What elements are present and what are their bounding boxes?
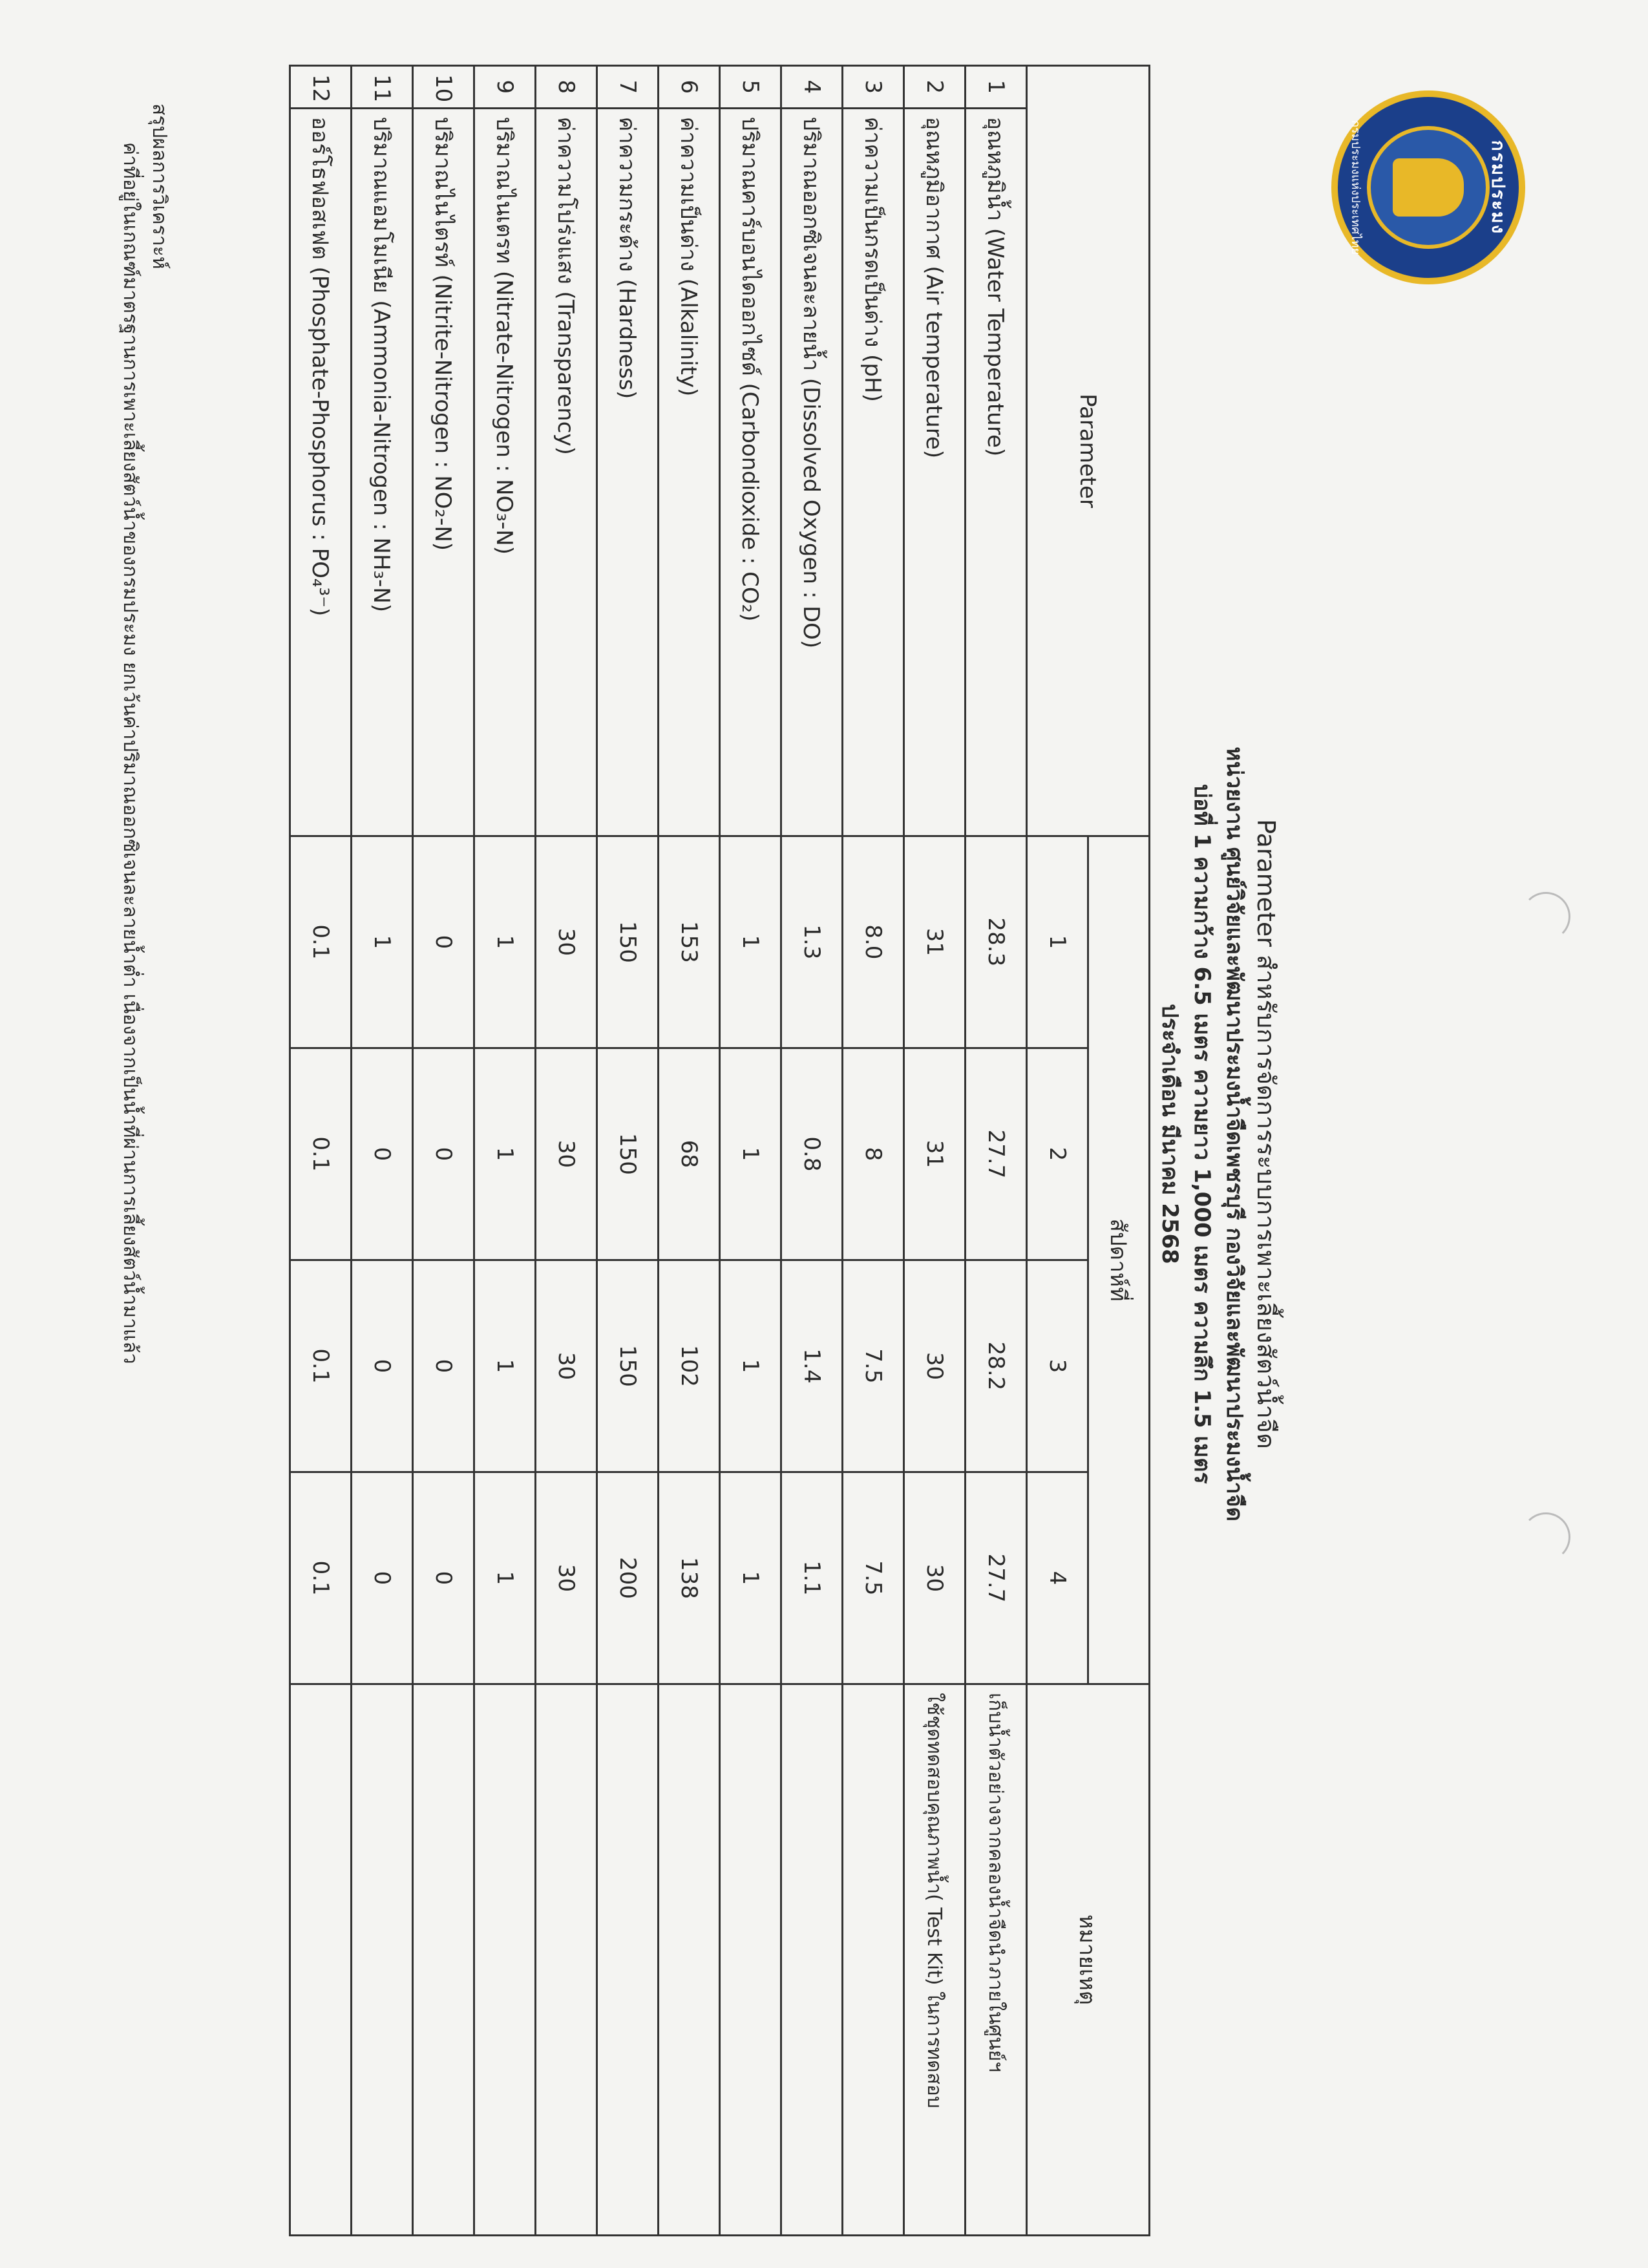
week-value: 0.8 — [781, 1048, 843, 1260]
week-value: 153 — [659, 836, 720, 1048]
table-row — [659, 66, 720, 2236]
department-logo — [1331, 90, 1525, 284]
row-note — [413, 1684, 474, 2236]
parameter-name: อุณหภูมิอากาศ (Air temperature) — [904, 108, 966, 836]
week-value: 0.1 — [290, 836, 352, 1048]
row-note — [290, 1684, 352, 2236]
table-row — [720, 66, 781, 2236]
punch-hole-mark — [1521, 892, 1570, 941]
week-value: 1 — [474, 1048, 536, 1260]
row-note — [659, 1684, 720, 2236]
table-row — [474, 66, 536, 2236]
table-row — [781, 66, 843, 2236]
week-value: 30 — [904, 1260, 966, 1472]
week-value: 1 — [720, 1260, 781, 1472]
summary-text: ค่าที่อยู่ในเกณฑ์มาตรฐานการเพาะเลี้ยงสัตว์น้ำของกรมประมง ยกเว้นค่าปริมาณออกซิเจนละลายน้ำต่ำ เนื่องจากเป็นน้ำที่ผ่านการเลี้ยงสัตว์น้ำมาแล้ว — [119, 142, 142, 1364]
header-parameter: Parameter — [1027, 66, 1150, 836]
week-value: 0 — [413, 1472, 474, 1684]
week-value: 200 — [597, 1472, 659, 1684]
row-note — [474, 1684, 536, 2236]
parameter-name: ปริมาณแอมโมเนีย (Ammonia-Nitrogen : NH₃-N) — [352, 108, 413, 836]
week-value: 31 — [904, 1048, 966, 1260]
week-value: 1.4 — [781, 1260, 843, 1472]
week-value: 102 — [659, 1260, 720, 1472]
table-row — [904, 66, 966, 2236]
week-value: 0 — [413, 1260, 474, 1472]
week-value: 28.2 — [966, 1260, 1027, 1472]
week-value: 1.3 — [781, 836, 843, 1048]
week-3: 3 — [1027, 1260, 1088, 1472]
parameter-name: อุณหภูมิน้ำ (Water Temperature) — [966, 108, 1027, 836]
week-value: 1 — [720, 836, 781, 1048]
table-header-row — [1088, 66, 1150, 2236]
agency-unit: หน่วยงาน ศูนย์วิจัยและพัฒนาประมงน้ำจืดเพชรบุรี กองวิจัยและพัฒนาประมงน้ำจืด — [1221, 747, 1247, 1521]
row-note: เก็บน้ำตัวอย่างจากคลองน้ำจืดนำภายในศูนย์ฯ — [966, 1684, 1027, 2236]
parameter-name: ค่าความเป็นด่าง (Alkalinity) — [659, 108, 720, 836]
week-value: 30 — [904, 1472, 966, 1684]
row-note: ใช้ชุดทดสอบคุณภาพน้ำ( Test Kit) ในการทดสอบ — [904, 1684, 966, 2236]
week-value: 0.1 — [290, 1260, 352, 1472]
week-value: 0.1 — [290, 1472, 352, 1684]
week-value: 0 — [413, 1048, 474, 1260]
parameter-name: ปริมาณออกซิเจนละลายน้ำ (Dissolved Oxygen : DO) — [781, 108, 843, 836]
row-number: 4 — [781, 66, 843, 109]
row-note — [720, 1684, 781, 2236]
week-value: 30 — [536, 1260, 597, 1472]
parameter-name: ปริมาณคาร์บอนไดออกไซด์ (Carbondioxide : CO₂) — [720, 108, 781, 836]
week-value: 150 — [597, 836, 659, 1048]
table-row — [352, 66, 413, 2236]
logo-text-top: กรมประมง — [1488, 140, 1509, 235]
row-note — [843, 1684, 904, 2236]
week-value: 138 — [659, 1472, 720, 1684]
week-value: 1 — [474, 1472, 536, 1684]
row-number: 11 — [352, 66, 413, 109]
week-value: 27.7 — [966, 1472, 1027, 1684]
document-title: Parameter สำหรับการจัดการระบบการเพาะเลี้ยงสัตว์น้ำจืด — [1252, 819, 1280, 1449]
row-note — [352, 1684, 413, 2236]
table-row — [843, 66, 904, 2236]
table-row — [966, 66, 1027, 2236]
logo-text-bottom: กรมประมงแห่งประเทศไทย — [1349, 120, 1362, 255]
week-value: 8 — [843, 1048, 904, 1260]
parameter-name: ออร์โธฟอสเฟต (Phosphate-Phosphorus : PO₄³⁻) — [290, 108, 352, 836]
week-value: 0 — [352, 1472, 413, 1684]
week-value: 31 — [904, 836, 966, 1048]
header-week: สัปดาห์ที่ — [1088, 836, 1150, 1684]
row-number: 3 — [843, 66, 904, 109]
week-value: 150 — [597, 1048, 659, 1260]
row-number: 2 — [904, 66, 966, 109]
report-month: ประจำเดือน มีนาคม 2568 — [1157, 1004, 1183, 1264]
row-number: 8 — [536, 66, 597, 109]
row-note — [781, 1684, 843, 2236]
week-value: 0 — [413, 836, 474, 1048]
row-note — [536, 1684, 597, 2236]
row-number: 7 — [597, 66, 659, 109]
week-value: 1 — [474, 836, 536, 1048]
table-row — [536, 66, 597, 2236]
week-value: 1 — [720, 1048, 781, 1260]
week-value: 1.1 — [781, 1472, 843, 1684]
logo-emblem-ring — [1367, 126, 1490, 249]
week-value: 1 — [720, 1472, 781, 1684]
week-value: 7.5 — [843, 1260, 904, 1472]
table-row — [413, 66, 474, 2236]
week-1: 1 — [1027, 836, 1088, 1048]
week-value: 1 — [352, 836, 413, 1048]
week-value: 1 — [474, 1260, 536, 1472]
parameter-name: ปริมาณไนไตรท์ (Nitrite-Nitrogen : NO₂-N) — [413, 108, 474, 836]
row-number: 10 — [413, 66, 474, 109]
row-number: 6 — [659, 66, 720, 109]
parameter-name: ค่าความโปร่งแสง (Transparency) — [536, 108, 597, 836]
week-value: 0 — [352, 1048, 413, 1260]
row-number: 9 — [474, 66, 536, 109]
row-number: 12 — [290, 66, 352, 109]
week-2: 2 — [1027, 1048, 1088, 1260]
week-value: 0.1 — [290, 1048, 352, 1260]
table-row — [597, 66, 659, 2236]
parameter-name: ปริมาณไนเตรท (Nitrate-Nitrogen : NO₃-N) — [474, 108, 536, 836]
summary-heading: สรุปผลการวิเคราะห์ — [148, 103, 171, 270]
parameter-table — [289, 65, 1150, 2236]
emblem-icon — [1393, 158, 1464, 217]
row-number: 1 — [966, 66, 1027, 109]
header-note: หมายเหตุ — [1027, 1684, 1150, 2236]
week-value: 8.0 — [843, 836, 904, 1048]
week-value: 28.3 — [966, 836, 1027, 1048]
row-note — [597, 1684, 659, 2236]
table-row — [290, 66, 352, 2236]
parameter-name: ค่าความกระด้าง (Hardness) — [597, 108, 659, 836]
week-value: 27.7 — [966, 1048, 1027, 1260]
pond-description: บ่อที่ 1 ความกว้าง 6.5 เมตร ความยาว 1,000 เมตร ความลึก 1.5 เมตร — [1189, 784, 1215, 1484]
week-value: 150 — [597, 1260, 659, 1472]
week-value: 0 — [352, 1260, 413, 1472]
parameter-name: ค่าความเป็นกรดเป็นด่าง (pH) — [843, 108, 904, 836]
week-value: 30 — [536, 1472, 597, 1684]
week-value: 7.5 — [843, 1472, 904, 1684]
week-value: 30 — [536, 1048, 597, 1260]
week-4: 4 — [1027, 1472, 1088, 1684]
row-number: 5 — [720, 66, 781, 109]
punch-hole-mark — [1521, 1512, 1570, 1562]
week-value: 30 — [536, 836, 597, 1048]
week-value: 68 — [659, 1048, 720, 1260]
